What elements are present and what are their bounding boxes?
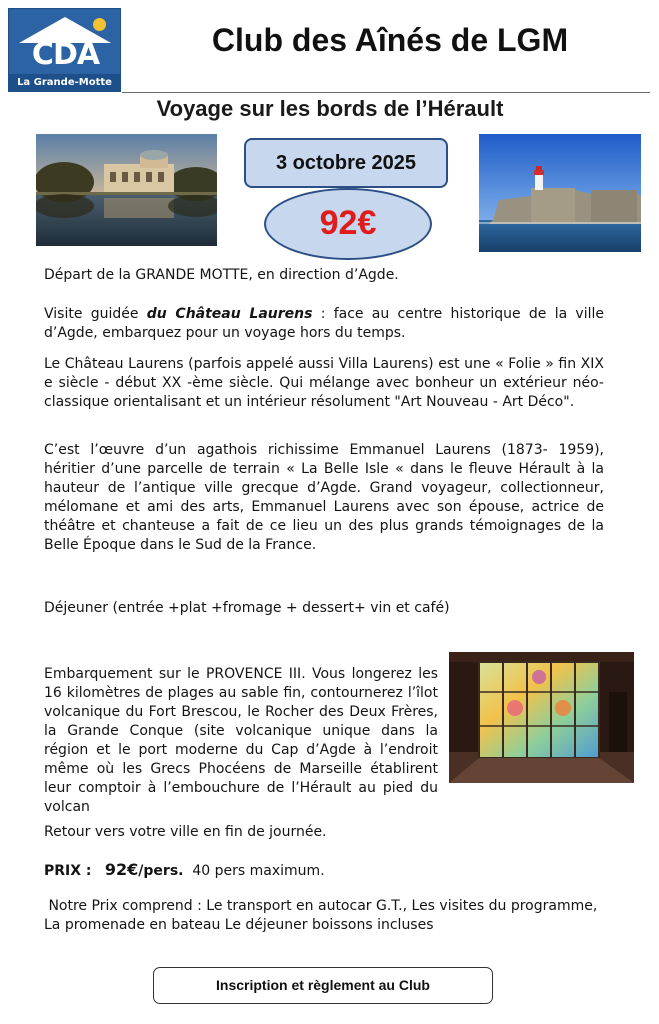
price-line: [44, 860, 544, 879]
logo-caption: La Grande-Motte: [9, 74, 120, 91]
price-unit: /pers.: [138, 863, 184, 879]
visit-rest: : face au centre historique de la ville d’Agde, embarquez pour un voyage hors du temps.: [44, 306, 604, 341]
trip-title: Voyage sur les bords de l’Hérault: [156, 96, 504, 121]
boat-trip-text: Embarquement sur le PROVENCE III. Vous longerez les 16 kilomètres de plages au sable fin, contournerez l’îlot volcanique du Fort Brescou, le Rocher des Deux Frères, la Grande Conque (site volcanique unique dans la région et le port moderne du Cap d’Agde à l’endroit même où les Grecs Phocéens de Marseille établirent leur comptoir à l’embouchure de l’Hérault au pied du volcan: [44, 666, 438, 815]
price-includes: [44, 897, 604, 935]
price-value: 92€: [104, 860, 139, 879]
laurens-history: C’est l’œuvre d’un agathois richissime Emmanuel Laurens (1873- 1959), héritier d’une parcelle de terrain « La Belle Isle « dans le fleuve Hérault à la hauteur de l’antique ville grecque d’Agde. Grand voyageur, collectionneur, mélomane et ami des arts, Emmanuel Laurens avec son épouse, actrice de théâtre et chanteuse a fait de ce lieu un des plus grands témoignages de la Belle Époque dans le Sud de la France.: [44, 442, 604, 553]
includes-text: Notre Prix comprend : Le transport en autocar G.T., Les visites du programme, La promenade en bateau Le déjeuner boissons incluses: [44, 898, 598, 933]
visit-intro: Visite guidée: [44, 306, 147, 322]
inscription-box: Inscription et règlement au Club: [153, 967, 493, 1004]
lunch-text: Déjeuner (entrée +plat +fromage + dessert+ vin et café): [44, 600, 450, 616]
chateau-description: Le Château Laurens (parfois appelé aussi Villa Laurens) est une « Folie » fin XIX e siècle - début XX -ème siècle. Qui mélange avec bonheur un extérieur néo-classique orientalisant et un intérieur résolument "Art Nouveau - Art Déco".: [44, 356, 604, 410]
club-title: Club des Aînés de LGM: [211, 22, 569, 58]
lighthouse-photo: [479, 134, 641, 252]
header-divider: [122, 92, 650, 93]
chateau-photo: [36, 134, 217, 246]
cda-logo: [8, 8, 121, 92]
sun-icon: [93, 18, 106, 31]
price-badge: 92€: [264, 188, 432, 260]
departure-text: Départ de la GRANDE MOTTE, en direction d’Agde.: [44, 267, 399, 283]
chateau-visit-text: [44, 305, 604, 343]
logo-letters: CDA: [31, 37, 100, 72]
date-badge: 3 octobre 2025: [244, 138, 448, 188]
capacity-text: 40 pers maximum.: [192, 863, 325, 879]
stained-glass-photo: [449, 652, 634, 783]
chateau-name: du Château Laurens: [146, 306, 313, 322]
price-label: PRIX :: [44, 863, 92, 879]
return-text: Retour vers votre ville en fin de journée.: [44, 824, 327, 840]
